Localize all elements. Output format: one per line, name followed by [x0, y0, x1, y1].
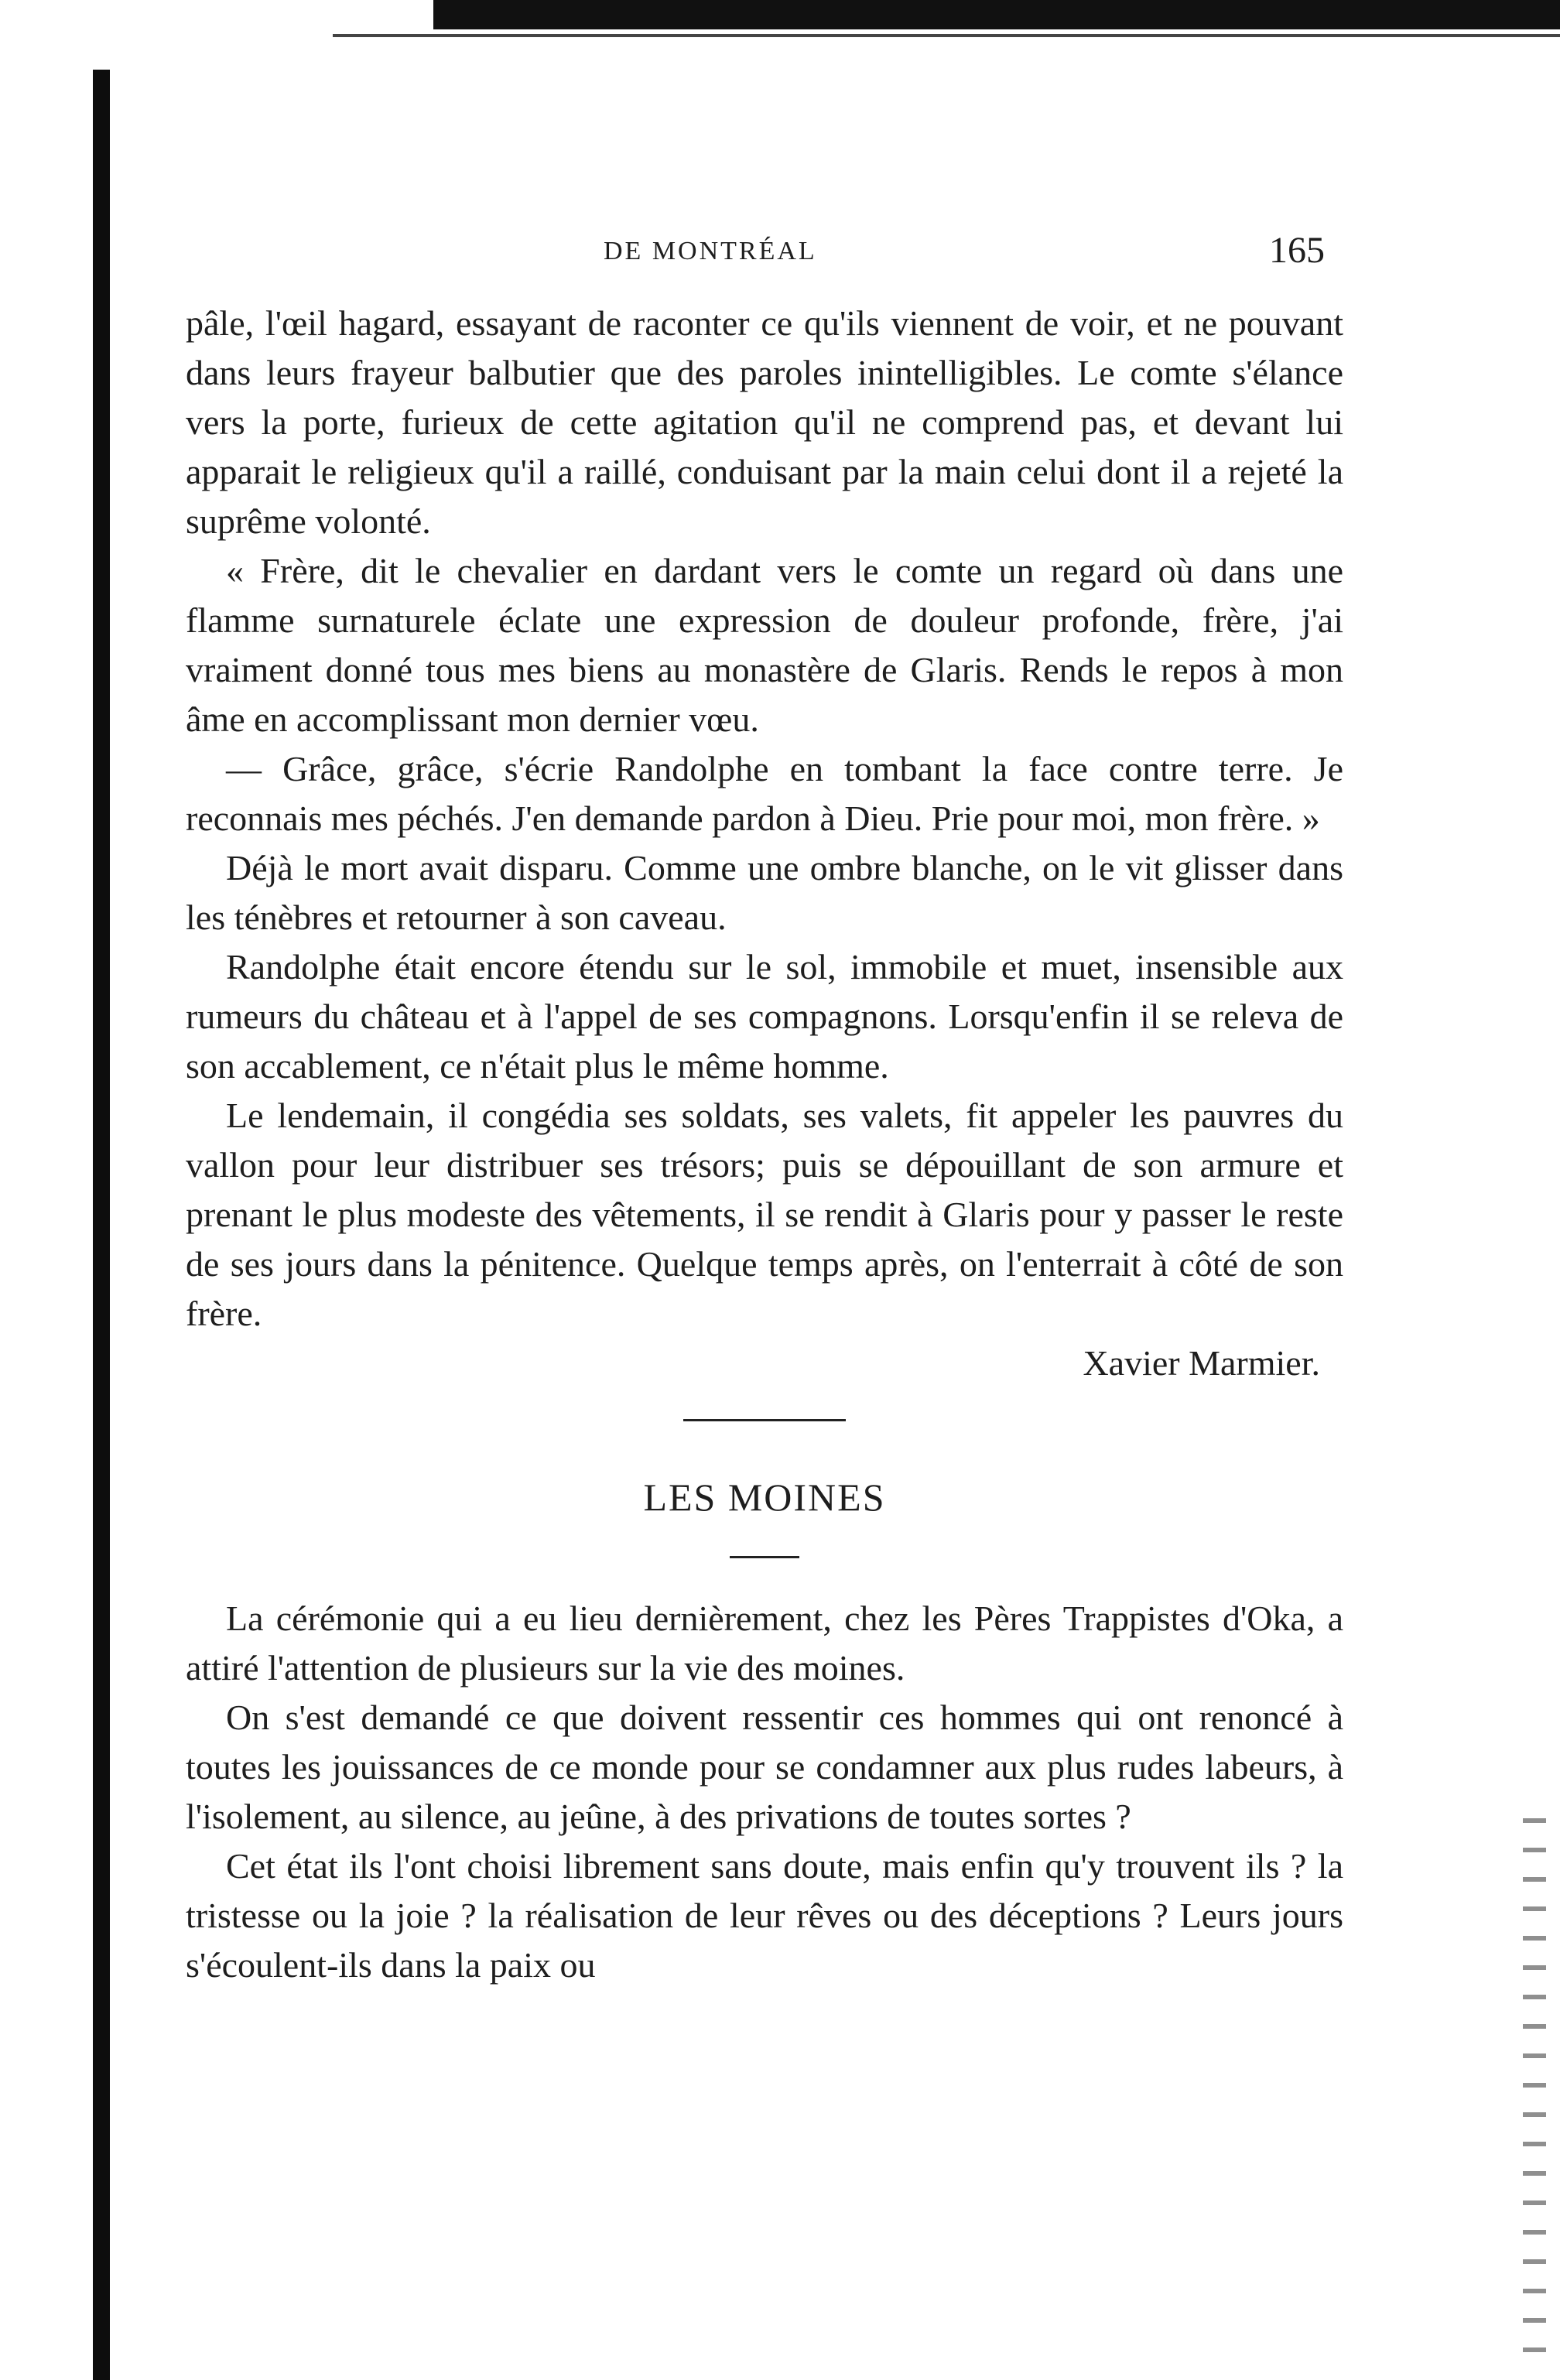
scan-edge-speckle — [1523, 1818, 1546, 2360]
author-signature: Xavier Marmier. — [1083, 1343, 1320, 1383]
paragraph: Déjà le mort avait disparu. Comme une ombre blanche, on le vit glisser dans les ténèbres et retourner à son caveau. — [186, 848, 1343, 937]
running-head: DE MONTRÉAL — [604, 237, 817, 265]
scan-border-top-thin — [333, 34, 1560, 37]
paragraph: Cet état ils l'ont choisi librement sans doute, mais enfin qu'y trouvent ils ? la tristesse ou la joie ? la réalisation de leur rêves ou des déceptions ? Leurs jours s'écoulent-ils dans la paix ou — [186, 1846, 1343, 1985]
scan-border-top — [433, 0, 1560, 29]
paragraph: Randolphe était encore étendu sur le sol, immobile et muet, insensible aux rumeurs du château et à l'appel de ses compagnons. Lorsqu'enfin il se releva de son accablement, ce n'était plus le même homme. — [186, 947, 1343, 1086]
paragraph: La cérémonie qui a eu lieu dernièrement, chez les Pères Trappistes d'Oka, a attiré l'attention de plusieurs sur la vie des moines. — [186, 1599, 1343, 1688]
paragraph: — Grâce, grâce, s'écrie Randolphe en tombant la face contre terre. Je reconnais mes péchés. J'en demande pardon à Dieu. Prie pour moi, mon frère. » — [186, 749, 1343, 838]
scan-border-left — [93, 70, 110, 2380]
title-underline — [730, 1556, 799, 1558]
paragraph: Le lendemain, il congédia ses soldats, ses valets, fit appeler les pauvres du vallon pour leur distribuer ses trésors; puis se dépouillant de son armure et prenant le plus modeste des vêtements, il se rendit à Glaris pour y passer le reste de ses jours dans la pénitence. Quelque temps après, on l'enterrait à côté de son frère. — [186, 1096, 1343, 1333]
paragraph: On s'est demandé ce que doivent ressentir ces hommes qui ont renoncé à toutes les jouissances de ce monde pour se condamner aux plus rudes labeurs, à l'isolement, au silence, au jeûne, à des privations de toutes sortes ? — [186, 1698, 1343, 1836]
page-body — [186, 299, 1343, 1990]
paragraph: pâle, l'œil hagard, essayant de raconter ce qu'ils viennent de voir, et ne pouvant dans leurs frayeur balbutier que des paroles inintelligibles. Le comte s'élance vers la porte, furieux de cette agitation qu'il ne comprend pas, et devant lui apparait le religieux qu'il a raillé, conduisant par la main celui dont il a rejeté la suprême volonté. — [186, 303, 1343, 541]
page-number: 165 — [1269, 230, 1325, 271]
paragraph: « Frère, dit le chevalier en dardant vers le comte un regard où dans une flamme surnaturele éclate une expression de douleur profonde, frère, j'ai vraiment donné tous mes biens au monastère de Glaris. Rends le repos à mon âme en accomplissant mon dernier vœu. — [186, 551, 1343, 739]
section-title: LES MOINES — [643, 1476, 886, 1519]
section-divider — [683, 1419, 846, 1421]
